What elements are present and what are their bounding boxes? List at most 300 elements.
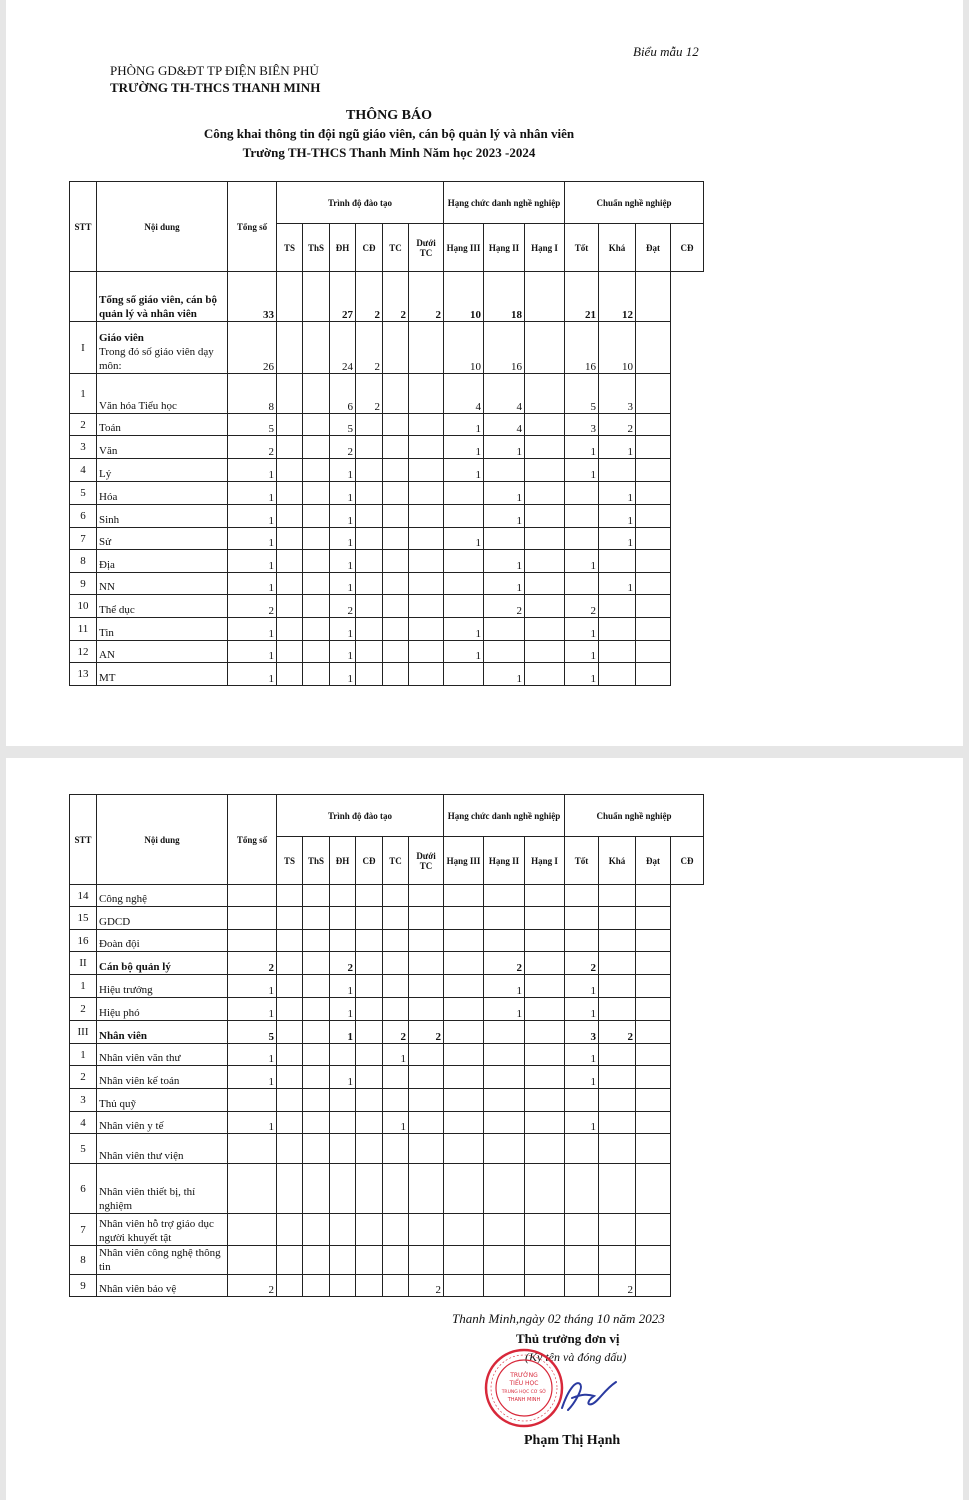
- cell-ths: [303, 618, 330, 641]
- header-training-level: Trình độ đào tạo: [277, 795, 444, 837]
- cell-cd: [356, 1275, 383, 1297]
- cell-tot: 3: [565, 1021, 599, 1044]
- cell-total: 2: [228, 1275, 277, 1297]
- cell-dat: [636, 1246, 671, 1275]
- cell-tc: [383, 930, 409, 952]
- cell-tot: 1: [565, 663, 599, 686]
- row-stt: III: [70, 1021, 97, 1044]
- cell-dh: 2: [330, 436, 356, 459]
- subheader-tot: Tốt: [565, 224, 599, 272]
- row-stt: I: [70, 322, 97, 374]
- cell-dh: [330, 1246, 356, 1275]
- cell-ths: [303, 998, 330, 1021]
- table-row: [70, 322, 704, 374]
- cell-kha: [599, 907, 636, 930]
- row-stt: 1: [70, 374, 97, 414]
- cell-h3: [444, 1021, 484, 1044]
- cell-dat: [636, 975, 671, 998]
- cell-ths: [303, 414, 330, 436]
- cell-h3: 1: [444, 618, 484, 641]
- table-row: [70, 641, 704, 663]
- cell-ths: [303, 907, 330, 930]
- cell-duoitc: [409, 952, 444, 975]
- cell-ts: [277, 1112, 303, 1134]
- row-content: NN: [97, 573, 228, 595]
- row-stt: 13: [70, 663, 97, 686]
- table-row: [70, 505, 704, 528]
- cell-h1: [525, 907, 565, 930]
- cell-tc: [383, 595, 409, 618]
- header-content: Nội dung: [97, 795, 228, 885]
- row-content: Hiệu trưởng: [97, 975, 228, 998]
- cell-tot: 1: [565, 975, 599, 998]
- subheader-hang-iii: Hạng III: [444, 224, 484, 272]
- cell-ts: [277, 641, 303, 663]
- cell-cd: [356, 663, 383, 686]
- cell-h3: [444, 1246, 484, 1275]
- row-content: Tổng số giáo viên, cán bộ quản lý và nhân viên: [97, 272, 228, 322]
- cell-h2: 1: [484, 998, 525, 1021]
- cell-duoitc: [409, 595, 444, 618]
- cell-h3: [444, 1044, 484, 1066]
- cell-kha: [599, 550, 636, 573]
- cell-duoitc: [409, 528, 444, 550]
- cell-ts: [277, 618, 303, 641]
- cell-tot: 1: [565, 1112, 599, 1134]
- cell-h2: [484, 1134, 525, 1164]
- cell-tc: [383, 998, 409, 1021]
- subheader-cd2: CĐ: [671, 837, 704, 885]
- cell-ts: [277, 1021, 303, 1044]
- cell-dh: [330, 1044, 356, 1066]
- cell-cd: 2: [356, 272, 383, 322]
- cell-total: 26: [228, 322, 277, 374]
- cell-h3: 1: [444, 436, 484, 459]
- cell-tot: 1: [565, 1044, 599, 1066]
- row-content: Địa: [97, 550, 228, 573]
- cell-tc: [383, 885, 409, 907]
- cell-h2: [484, 1246, 525, 1275]
- cell-dat: [636, 1044, 671, 1066]
- cell-ts: [277, 482, 303, 505]
- cell-h3: [444, 952, 484, 975]
- cell-ths: [303, 322, 330, 374]
- table-row: [70, 550, 704, 573]
- header-training-level: Trình độ đào tạo: [277, 182, 444, 224]
- cell-tot: 1: [565, 618, 599, 641]
- row-stt: 10: [70, 595, 97, 618]
- cell-total: 1: [228, 663, 277, 686]
- cell-dh: 27: [330, 272, 356, 322]
- row-stt: [70, 272, 97, 322]
- row-content: Toán: [97, 414, 228, 436]
- cell-h1: [525, 436, 565, 459]
- cell-dat: [636, 1021, 671, 1044]
- cell-h1: [525, 618, 565, 641]
- row-content: Công nghệ: [97, 885, 228, 907]
- cell-h1: [525, 641, 565, 663]
- subheader-hang-i: Hạng I: [525, 224, 565, 272]
- cell-dat: [636, 322, 671, 374]
- document-subtitle-year: Trường TH-THCS Thanh Minh Năm học 2023 -2024: [242, 145, 536, 160]
- cell-h2: [484, 1089, 525, 1112]
- cell-h1: [525, 663, 565, 686]
- cell-dh: [330, 1112, 356, 1134]
- cell-tc: [383, 1134, 409, 1164]
- cell-dat: [636, 663, 671, 686]
- cell-duoitc: [409, 550, 444, 573]
- cell-tot: [565, 573, 599, 595]
- cell-cd: [356, 1112, 383, 1134]
- cell-ths: [303, 1164, 330, 1214]
- cell-total: 1: [228, 618, 277, 641]
- row-stt: 3: [70, 1089, 97, 1112]
- cell-cd: [356, 505, 383, 528]
- cell-h2: [484, 1214, 525, 1246]
- cell-h2: 2: [484, 952, 525, 975]
- cell-ts: [277, 975, 303, 998]
- cell-tot: 2: [565, 595, 599, 618]
- subheader-cd2: CĐ: [671, 224, 704, 272]
- cell-duoitc: [409, 1044, 444, 1066]
- cell-h1: [525, 1021, 565, 1044]
- cell-dh: 24: [330, 322, 356, 374]
- cell-dat: [636, 374, 671, 414]
- cell-dh: 1: [330, 459, 356, 482]
- cell-h1: [525, 573, 565, 595]
- row-stt: 4: [70, 1112, 97, 1134]
- cell-h1: [525, 550, 565, 573]
- cell-h2: [484, 885, 525, 907]
- row-content: Sinh: [97, 505, 228, 528]
- cell-tc: [383, 663, 409, 686]
- cell-ths: [303, 1021, 330, 1044]
- cell-dh: 1: [330, 641, 356, 663]
- cell-h3: [444, 1089, 484, 1112]
- cell-tot: [565, 907, 599, 930]
- cell-tc: [383, 1164, 409, 1214]
- row-stt: 11: [70, 618, 97, 641]
- cell-tc: [383, 1275, 409, 1297]
- cell-tc: [383, 482, 409, 505]
- cell-ts: [277, 952, 303, 975]
- cell-h1: [525, 528, 565, 550]
- cell-total: 1: [228, 1044, 277, 1066]
- cell-dh: 2: [330, 952, 356, 975]
- cell-h3: [444, 907, 484, 930]
- cell-total: [228, 930, 277, 952]
- cell-h3: [444, 573, 484, 595]
- row-content: AN: [97, 641, 228, 663]
- cell-total: 1: [228, 975, 277, 998]
- cell-h1: [525, 322, 565, 374]
- row-stt: 9: [70, 1275, 97, 1297]
- cell-total: 33: [228, 272, 277, 322]
- cell-tot: [565, 930, 599, 952]
- cell-dh: 1: [330, 573, 356, 595]
- cell-dat: [636, 930, 671, 952]
- cell-h1: [525, 505, 565, 528]
- cell-cd: [356, 1044, 383, 1066]
- cell-total: [228, 885, 277, 907]
- cell-cd: [356, 885, 383, 907]
- cell-dh: [330, 930, 356, 952]
- cell-h1: [525, 885, 565, 907]
- row-stt: 4: [70, 459, 97, 482]
- cell-dat: [636, 482, 671, 505]
- cell-dat: [636, 414, 671, 436]
- cell-h1: [525, 1246, 565, 1275]
- cell-tc: [383, 975, 409, 998]
- cell-h1: [525, 1112, 565, 1134]
- signature-date: Thanh Minh,ngày 02 tháng 10 năm 2023: [452, 1311, 665, 1326]
- cell-cd: [356, 907, 383, 930]
- cell-total: [228, 907, 277, 930]
- row-stt: 12: [70, 641, 97, 663]
- row-content: Tin: [97, 618, 228, 641]
- row-stt: 2: [70, 414, 97, 436]
- cell-h2: 16: [484, 322, 525, 374]
- row-content: Nhân viên: [97, 1021, 228, 1044]
- cell-ts: [277, 436, 303, 459]
- cell-kha: [599, 641, 636, 663]
- cell-h3: [444, 550, 484, 573]
- row-content: Nhân viên văn thư: [97, 1044, 228, 1066]
- cell-h3: [444, 1164, 484, 1214]
- row-content: [97, 322, 228, 374]
- cell-h2: 1: [484, 505, 525, 528]
- cell-tc: [383, 641, 409, 663]
- cell-h3: [444, 885, 484, 907]
- cell-dat: [636, 436, 671, 459]
- table-row: [70, 1164, 704, 1214]
- cell-dat: [636, 272, 671, 322]
- cell-h3: 1: [444, 459, 484, 482]
- cell-cd: [356, 595, 383, 618]
- table-row: [70, 1134, 704, 1164]
- cell-dat: [636, 907, 671, 930]
- table-row: [70, 1089, 704, 1112]
- row-content-heading: Giáo viên: [99, 332, 144, 344]
- cell-dat: [636, 505, 671, 528]
- row-content: Thủ quỹ: [97, 1089, 228, 1112]
- cell-ts: [277, 1214, 303, 1246]
- row-content-detail: Trong đó số giáo viên dạy môn:: [99, 346, 214, 372]
- cell-cd: [356, 998, 383, 1021]
- cell-total: 1: [228, 573, 277, 595]
- cell-ths: [303, 550, 330, 573]
- cell-duoitc: 2: [409, 272, 444, 322]
- cell-total: 1: [228, 459, 277, 482]
- cell-ts: [277, 1246, 303, 1275]
- cell-dat: [636, 998, 671, 1021]
- staff-table-page-2: [69, 794, 704, 1297]
- cell-h1: [525, 1134, 565, 1164]
- staff-table-page-1: [69, 181, 704, 686]
- cell-tc: 1: [383, 1044, 409, 1066]
- cell-ts: [277, 374, 303, 414]
- table-row: [70, 1214, 704, 1246]
- row-content: Văn: [97, 436, 228, 459]
- cell-kha: [599, 952, 636, 975]
- header-professional-standard: Chuẩn nghề nghiệp: [565, 795, 704, 837]
- row-stt: 1: [70, 975, 97, 998]
- row-stt: 6: [70, 505, 97, 528]
- row-stt: 5: [70, 482, 97, 505]
- cell-tc: [383, 374, 409, 414]
- subheader-ths: ThS: [303, 224, 330, 272]
- cell-duoitc: [409, 459, 444, 482]
- school-stamp-seal: [483, 1347, 565, 1429]
- cell-cd: [356, 930, 383, 952]
- row-content: Nhân viên kế toán: [97, 1066, 228, 1089]
- document-subtitle: Công khai thông tin đội ngũ giáo viên, cán bộ quản lý và nhân viên: [203, 126, 575, 141]
- cell-tot: [565, 1246, 599, 1275]
- cell-duoitc: [409, 618, 444, 641]
- cell-total: 1: [228, 1066, 277, 1089]
- cell-h2: [484, 1275, 525, 1297]
- subheader-kha: Khá: [599, 837, 636, 885]
- cell-tc: 2: [383, 272, 409, 322]
- subheader-dh: ĐH: [330, 837, 356, 885]
- table-row: [70, 975, 704, 998]
- cell-kha: [599, 1134, 636, 1164]
- table-row: [70, 374, 704, 414]
- row-stt: 7: [70, 528, 97, 550]
- signer-name: Phạm Thị Hạnh: [524, 1433, 621, 1448]
- cell-duoitc: [409, 1089, 444, 1112]
- svg-text:THANH MINH: THANH MINH: [507, 1397, 541, 1403]
- cell-h3: [444, 975, 484, 998]
- cell-cd: 2: [356, 322, 383, 374]
- cell-dh: [330, 1089, 356, 1112]
- subheader-hang-i: Hạng I: [525, 837, 565, 885]
- cell-h2: [484, 1044, 525, 1066]
- cell-ths: [303, 641, 330, 663]
- svg-text:TRUNG HỌC CƠ SỞ: TRUNG HỌC CƠ SỞ: [501, 1390, 547, 1395]
- row-content: Nhân viên công nghệ thông tin: [97, 1246, 228, 1275]
- table-row: [70, 663, 704, 686]
- svg-text:TIỂU HỌC: TIỂU HỌC: [509, 1380, 539, 1387]
- cell-ts: [277, 1164, 303, 1214]
- cell-tot: 1: [565, 641, 599, 663]
- cell-kha: 1: [599, 482, 636, 505]
- row-content: Nhân viên thư viện: [97, 1134, 228, 1164]
- subheader-tc: TC: [383, 837, 409, 885]
- cell-h3: [444, 1275, 484, 1297]
- table-row: [70, 952, 704, 975]
- table-row: [70, 414, 704, 436]
- row-content: Nhân viên thiết bị, thí nghiệm: [97, 1164, 228, 1214]
- cell-kha: [599, 1112, 636, 1134]
- table-row: [70, 573, 704, 595]
- cell-cd: [356, 1134, 383, 1164]
- cell-duoitc: [409, 573, 444, 595]
- cell-dh: 5: [330, 414, 356, 436]
- cell-total: 2: [228, 436, 277, 459]
- subheader-dat: Đạt: [636, 837, 671, 885]
- cell-ts: [277, 414, 303, 436]
- cell-dh: 1: [330, 550, 356, 573]
- cell-total: [228, 1089, 277, 1112]
- cell-cd: [356, 482, 383, 505]
- cell-ths: [303, 663, 330, 686]
- cell-h2: 1: [484, 436, 525, 459]
- cell-dat: [636, 885, 671, 907]
- cell-tc: [383, 322, 409, 374]
- cell-h1: [525, 1089, 565, 1112]
- row-content: Nhân viên y tế: [97, 1112, 228, 1134]
- cell-ths: [303, 930, 330, 952]
- cell-tot: [565, 1089, 599, 1112]
- table-row: [70, 1112, 704, 1134]
- cell-ts: [277, 930, 303, 952]
- cell-ts: [277, 459, 303, 482]
- cell-h3: [444, 505, 484, 528]
- cell-dh: [330, 1275, 356, 1297]
- cell-dh: [330, 907, 356, 930]
- svg-text:TRƯỜNG: TRƯỜNG: [510, 1372, 538, 1379]
- cell-duoitc: [409, 930, 444, 952]
- cell-ts: [277, 573, 303, 595]
- cell-tc: [383, 1089, 409, 1112]
- cell-tot: 21: [565, 272, 599, 322]
- cell-ts: [277, 1134, 303, 1164]
- cell-h3: 10: [444, 272, 484, 322]
- cell-ths: [303, 528, 330, 550]
- table-row: [70, 595, 704, 618]
- cell-total: 5: [228, 414, 277, 436]
- cell-total: 1: [228, 641, 277, 663]
- cell-dh: 1: [330, 663, 356, 686]
- cell-tot: [565, 1214, 599, 1246]
- cell-dh: 1: [330, 528, 356, 550]
- cell-h2: [484, 1066, 525, 1089]
- cell-tot: 5: [565, 374, 599, 414]
- table-row: [70, 618, 704, 641]
- cell-duoitc: [409, 374, 444, 414]
- cell-h3: [444, 1112, 484, 1134]
- cell-total: 1: [228, 505, 277, 528]
- cell-duoitc: [409, 641, 444, 663]
- row-stt: 16: [70, 930, 97, 952]
- cell-kha: 1: [599, 436, 636, 459]
- cell-cd: [356, 952, 383, 975]
- cell-ts: [277, 1089, 303, 1112]
- cell-h3: 10: [444, 322, 484, 374]
- cell-kha: 3: [599, 374, 636, 414]
- form-number: Biểu mẫu 12: [633, 44, 699, 59]
- cell-cd: [356, 975, 383, 998]
- cell-h3: [444, 482, 484, 505]
- header-stt: STT: [70, 795, 97, 885]
- table-row: [70, 885, 704, 907]
- subheader-hang-ii: Hạng II: [484, 224, 525, 272]
- cell-kha: 1: [599, 505, 636, 528]
- cell-ths: [303, 505, 330, 528]
- cell-dh: 1: [330, 618, 356, 641]
- subheader-duoi-tc: Dưới TC: [409, 837, 444, 885]
- cell-ths: [303, 573, 330, 595]
- cell-duoitc: [409, 1214, 444, 1246]
- cell-tc: [383, 907, 409, 930]
- subheader-hang-ii: Hạng II: [484, 837, 525, 885]
- cell-h3: [444, 1214, 484, 1246]
- cell-tot: 1: [565, 436, 599, 459]
- cell-tot: 1: [565, 459, 599, 482]
- cell-kha: [599, 1089, 636, 1112]
- cell-dat: [636, 1066, 671, 1089]
